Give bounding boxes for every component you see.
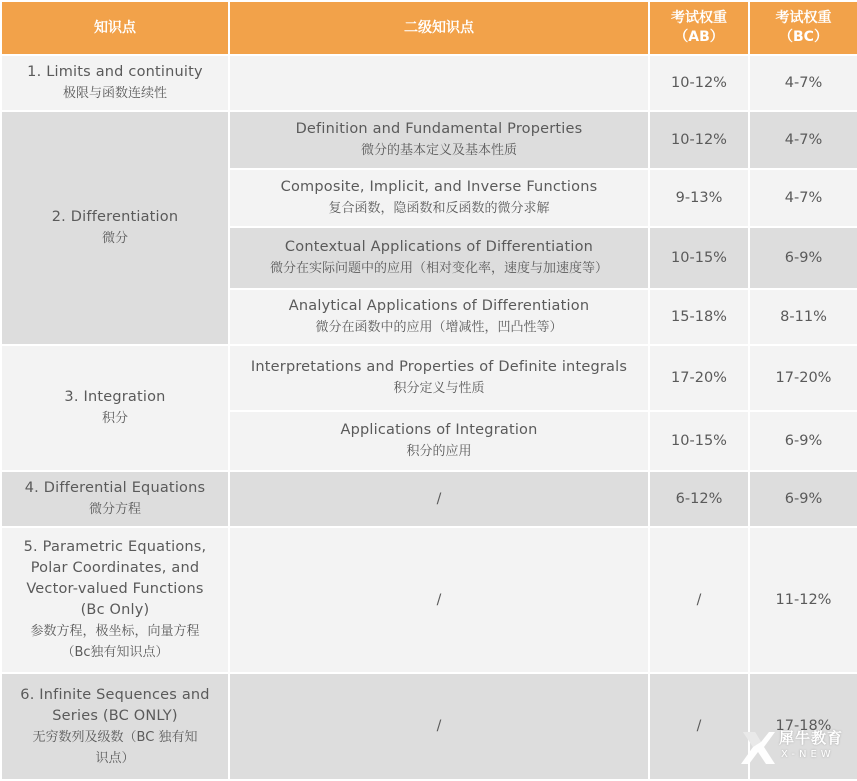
weight-bc: 11-12%	[749, 527, 857, 673]
weight-bc: 8-11%	[749, 289, 857, 345]
table-row	[1, 471, 857, 527]
header-weight-bc-label: 考试权重	[775, 10, 832, 26]
subtopic-cell	[229, 55, 649, 111]
table-row	[1, 527, 857, 673]
table-row	[1, 111, 857, 169]
topic-en: 5. Parametric Equations,	[23, 539, 207, 555]
header-weight-ab	[649, 1, 749, 55]
topic-cell	[1, 55, 229, 111]
subtopic-cell	[229, 345, 649, 411]
weight-ab: 10-12%	[649, 55, 749, 111]
subtopic-cell: /	[229, 527, 649, 673]
subtopic-en: Definition and Fundamental Properties	[295, 121, 583, 137]
weight-ab: 10-15%	[649, 227, 749, 289]
weight-bc: 6-9%	[749, 471, 857, 527]
header-weight-bc	[749, 1, 857, 55]
topic-cell	[1, 527, 229, 673]
weight-ab: 9-13%	[649, 169, 749, 227]
subtopic-cell	[229, 227, 649, 289]
weight-bc: 4-7%	[749, 111, 857, 169]
weight-ab: 10-12%	[649, 111, 749, 169]
subtopic-cn: 积分定义与性质	[393, 381, 485, 396]
topic-en: (Bc Only)	[80, 602, 150, 618]
subtopic-cell: /	[229, 471, 649, 527]
weight-bc: 4-7%	[749, 55, 857, 111]
subtopic-cell	[229, 289, 649, 345]
subtopic-en: Analytical Applications of Differentiation	[288, 298, 590, 314]
topic-cn: 参数方程，极坐标，向量方程	[30, 624, 200, 639]
topic-cn: 极限与函数连续性	[62, 86, 167, 101]
watermark-sub: X-NEW	[781, 749, 835, 760]
header-weight-ab-label: 考试权重	[671, 10, 727, 26]
watermark-name: 犀牛教育	[779, 729, 844, 747]
subtopic-cell	[229, 411, 649, 471]
topic-cell	[1, 111, 229, 345]
topic-en: 2. Differentiation	[51, 209, 179, 225]
subtopic-en: Composite, Implicit, and Inverse Functions	[280, 179, 598, 195]
weight-ab: /	[649, 527, 749, 673]
topic-cell	[1, 471, 229, 527]
subtopic-en: Applications of Integration	[340, 422, 538, 438]
table-row	[1, 345, 857, 411]
topic-en: Polar Coordinates, and	[30, 560, 200, 576]
topic-cn: 积分	[101, 411, 128, 426]
header-row	[1, 1, 857, 55]
subtopic-en: Contextual Applications of Differentiation	[284, 239, 594, 255]
rhino-x-logo-icon	[739, 728, 777, 768]
subtopic-cn: 微分的基本定义及基本性质	[360, 143, 517, 158]
table-row	[1, 55, 857, 111]
topic-cn: 识点）	[95, 750, 135, 766]
subtopic-cell	[229, 111, 649, 169]
topic-cn: （Bc独有知识点）	[61, 645, 169, 660]
weight-bc: 4-7%	[749, 169, 857, 227]
topic-cell	[1, 673, 229, 780]
weight-bc: 6-9%	[749, 227, 857, 289]
subtopic-en: Interpretations and Properties of Definite integrals	[250, 359, 628, 375]
topic-en: Series (BC ONLY)	[52, 707, 178, 724]
weight-bc: 17-20%	[749, 345, 857, 411]
weight-ab: 15-18%	[649, 289, 749, 345]
topic-en: 4. Differential Equations	[24, 480, 206, 496]
weight-bc: 17-18%	[749, 673, 857, 780]
subtopic-cell	[229, 169, 649, 227]
topic-cn: 微分方程	[88, 502, 141, 517]
table-row	[1, 673, 857, 780]
header-subtopic: 二级知识点	[229, 1, 649, 55]
subtopic-cn: 复合函数，隐函数和反函数的微分求解	[328, 201, 550, 216]
subtopic-cn: 微分在实际问题中的应用（相对变化率，速度与加速度等）	[269, 261, 608, 276]
watermark	[739, 725, 851, 771]
topic-en: 3. Integration	[64, 389, 166, 405]
topic-cell	[1, 345, 229, 471]
weight-ab: 6-12%	[649, 471, 749, 527]
header-weight-bc-tag: （BC）	[779, 29, 828, 45]
subtopic-cn: 微分在函数中的应用（增减性，凹凸性等）	[315, 320, 563, 335]
header-weight-ab-tag: （AB）	[674, 29, 724, 45]
subtopic-cell: /	[229, 673, 649, 780]
topic-en: Vector-valued Functions	[26, 581, 204, 597]
weight-ab: 10-15%	[649, 411, 749, 471]
weight-bc: 6-9%	[749, 411, 857, 471]
topic-cn: 无穷数列及级数（BC 独有知	[32, 729, 198, 745]
topic-en: 6. Infinite Sequences and	[20, 686, 210, 703]
weight-ab: 17-20%	[649, 345, 749, 411]
subtopic-cn: 积分的应用	[406, 444, 472, 459]
weight-ab: /	[649, 673, 749, 780]
header-topic: 知识点	[1, 1, 229, 55]
topic-cn: 微分	[101, 231, 128, 246]
topic-en: 1. Limits and continuity	[27, 64, 203, 80]
